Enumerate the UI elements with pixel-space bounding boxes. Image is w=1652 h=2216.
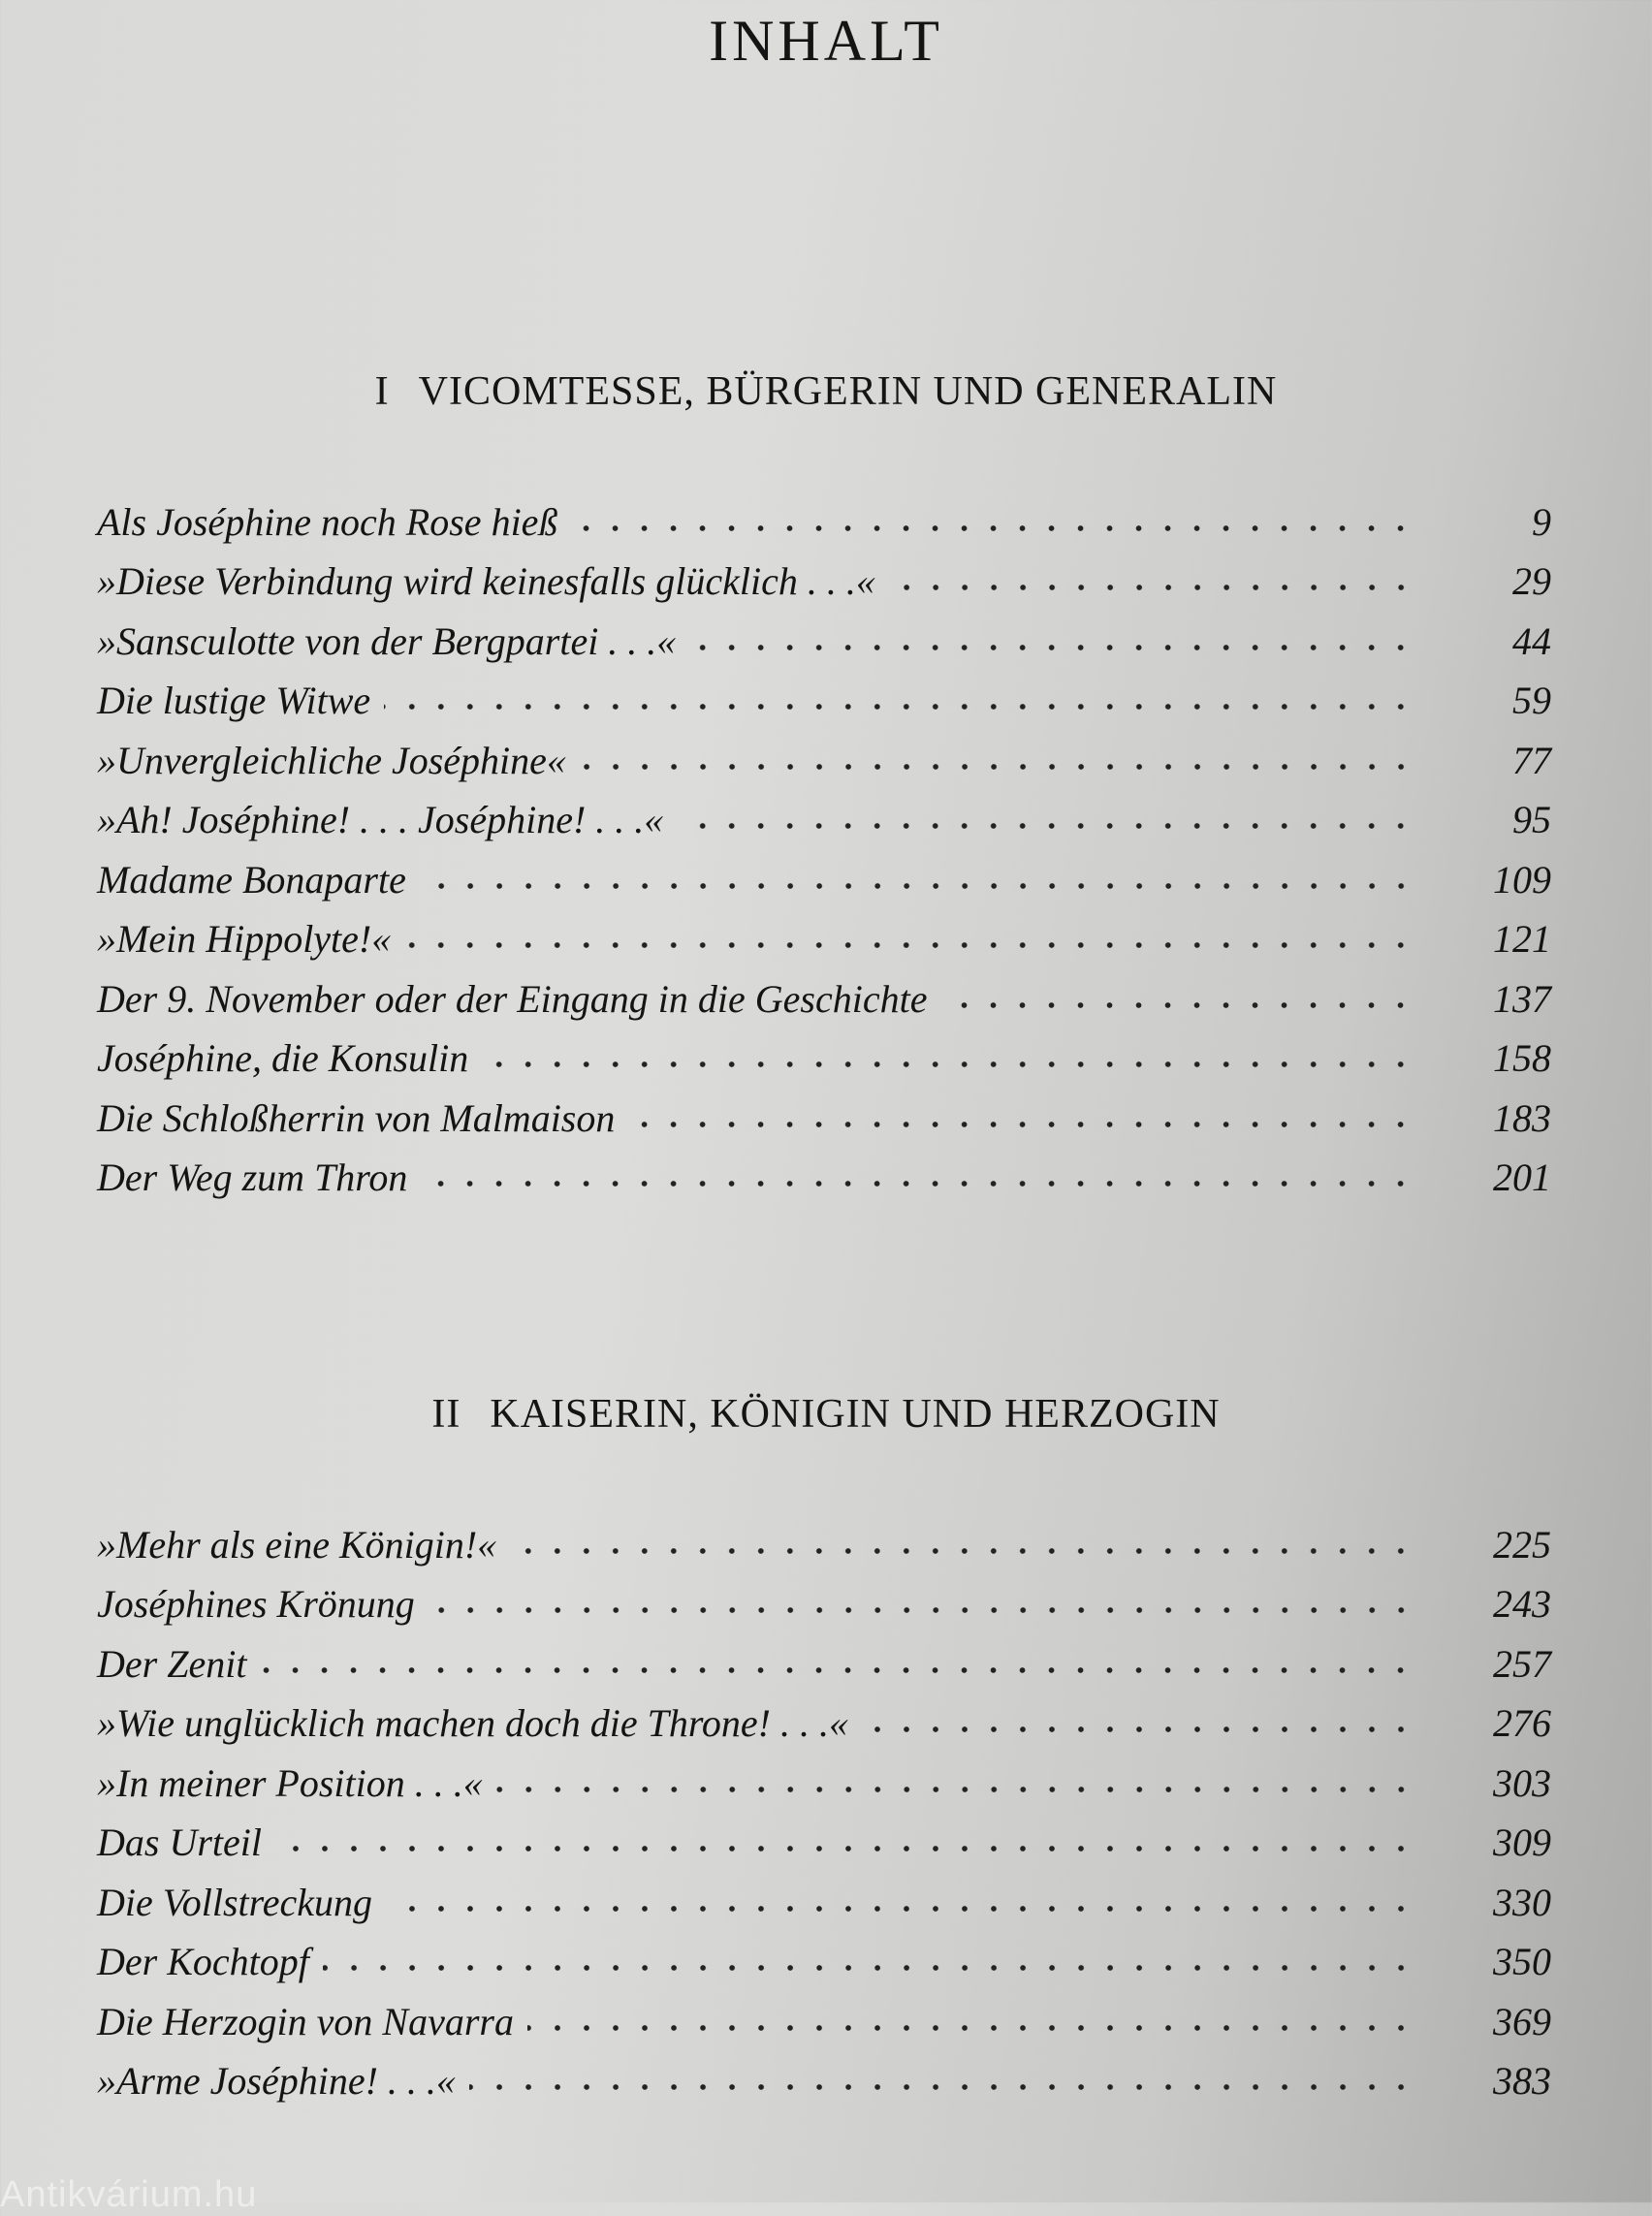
toc-entry [97, 485, 1551, 545]
toc-entry-page: 309 [1493, 1820, 1551, 1864]
watermark: Antikvárium.hu [0, 2174, 258, 2215]
toc-entry [97, 1507, 1551, 1567]
toc-entry-title: Joséphines Krönung [97, 1582, 415, 1626]
dot-leader [469, 2082, 1415, 2092]
toc-entry-title: Der Weg zum Thron [97, 1155, 408, 1199]
toc-entry-page: 95 [1512, 798, 1551, 841]
toc-entry [97, 1925, 1551, 1985]
toc-entry [97, 842, 1551, 902]
toc-entry-page: 225 [1493, 1522, 1551, 1567]
toc-entry [97, 783, 1551, 843]
toc-entry-title: »Sansculotte von der Bergpartei . . .« [97, 618, 677, 663]
toc-entry-page: 257 [1493, 1641, 1551, 1686]
toc-entry [97, 1687, 1551, 1747]
part-title-text: KAISERIN, KÖNIGIN UND HERZOGIN [490, 1392, 1221, 1437]
dot-leader [260, 1665, 1415, 1675]
dot-leader [628, 1120, 1415, 1129]
toc-entry [97, 1141, 1551, 1201]
toc-entry [97, 2044, 1551, 2105]
toc-entry-page: 383 [1493, 2059, 1551, 2103]
toc-entry-page: 369 [1493, 1999, 1551, 2043]
toc-entry [97, 1806, 1551, 1866]
toc-entry-title: Madame Bonaparte [97, 857, 406, 902]
toc-entry [97, 1746, 1551, 1806]
toc-entry-title: Der Kochtopf [97, 1940, 309, 1983]
dot-leader [496, 1785, 1415, 1794]
part-title-text: VICOMTESSE, BÜRGERIN UND GENERALIN [418, 369, 1278, 414]
toc-entry-title: Joséphine, die Konsulin [97, 1036, 469, 1080]
toc-entry-page: 77 [1512, 738, 1551, 782]
dot-leader [429, 1605, 1415, 1615]
toc-entry-page: 29 [1512, 559, 1551, 603]
toc-list [97, 485, 1551, 1200]
dot-leader [384, 702, 1415, 712]
toc-entry [97, 902, 1551, 963]
toc-entry-title: »In meiner Position . . .« [97, 1760, 483, 1805]
toc-entry [97, 545, 1551, 605]
toc-entry [97, 1984, 1551, 2044]
dot-leader [323, 1963, 1415, 1973]
dot-leader [889, 583, 1415, 592]
toc-entry-page: 183 [1493, 1095, 1551, 1140]
toc-entry-page: 350 [1493, 1940, 1551, 1983]
toc-entry-page: 59 [1512, 679, 1551, 722]
dot-leader [862, 1725, 1415, 1734]
toc-entry-page: 109 [1493, 857, 1551, 902]
toc-entry-page: 201 [1493, 1155, 1551, 1199]
part-numeral: II [431, 1392, 461, 1437]
dot-leader [571, 523, 1415, 533]
toc-entry-page: 303 [1493, 1760, 1551, 1805]
dot-leader [275, 1844, 1415, 1853]
toc-entry-title: Der 9. November oder der Eingang in die Geschichte [97, 976, 928, 1021]
toc-entry-title: Die lustige Witwe [97, 679, 371, 722]
toc-entry-title: »Mehr als eine Königin!« [97, 1522, 497, 1567]
toc-entry [97, 664, 1551, 724]
toc-entry-page: 158 [1493, 1036, 1551, 1080]
part-title [0, 1391, 1652, 1438]
dot-leader [940, 1000, 1415, 1010]
toc-entry-title: Der Zenit [97, 1641, 247, 1686]
dot-leader [386, 1904, 1415, 1914]
dot-leader [580, 762, 1415, 772]
toc-entry-title: »Unvergleichliche Joséphine« [97, 738, 566, 782]
toc-entry-page: 9 [1532, 499, 1551, 544]
toc-entry [97, 1022, 1551, 1082]
toc-entry-page: 137 [1493, 976, 1551, 1021]
toc-list [97, 1507, 1551, 2104]
toc-entry-title: Die Vollstreckung [97, 1880, 373, 1924]
toc-entry-title: Das Urteil [97, 1820, 262, 1864]
page-heading: INHALT [709, 9, 943, 73]
toc-entry-page: 330 [1493, 1880, 1551, 1924]
dot-leader [510, 1546, 1415, 1556]
toc-entry-page: 121 [1493, 917, 1551, 961]
toc-entry [97, 1627, 1551, 1687]
dot-leader [420, 881, 1415, 891]
dot-leader [482, 1060, 1415, 1069]
dot-leader [527, 2023, 1415, 2033]
part-title [0, 368, 1652, 415]
toc-entry [97, 1081, 1551, 1141]
toc-entry [97, 962, 1551, 1022]
toc-entry [97, 1567, 1551, 1628]
dot-leader [404, 940, 1415, 950]
dot-leader [677, 821, 1415, 831]
toc-entry-title: Die Herzogin von Navarra [97, 1999, 514, 2043]
toc-entry-title: Als Joséphine noch Rose hieß [97, 499, 558, 544]
dot-leader [421, 1179, 1415, 1188]
toc-entry [97, 723, 1551, 783]
toc-entry [97, 604, 1551, 664]
part-numeral: I [374, 369, 390, 414]
toc-entry-title: »Ah! Joséphine! . . . Joséphine! . . .« [97, 798, 664, 841]
dot-leader [689, 643, 1415, 652]
toc-entry-title: »Wie unglücklich machen doch die Throne! . . .« [97, 1701, 848, 1745]
toc-entry-page: 44 [1512, 618, 1551, 663]
toc-entry [97, 1865, 1551, 1925]
toc-entry-title: »Diese Verbindung wird keinesfalls glücklich . . .« [97, 559, 875, 603]
toc-entry-title: Die Schloßherrin von Malmaison [97, 1095, 616, 1140]
toc-entry-page: 243 [1493, 1582, 1551, 1626]
toc-entry-page: 276 [1493, 1701, 1551, 1745]
toc-entry-title: »Arme Joséphine! . . .« [97, 2059, 456, 2103]
toc-entry-title: »Mein Hippolyte!« [97, 917, 392, 961]
